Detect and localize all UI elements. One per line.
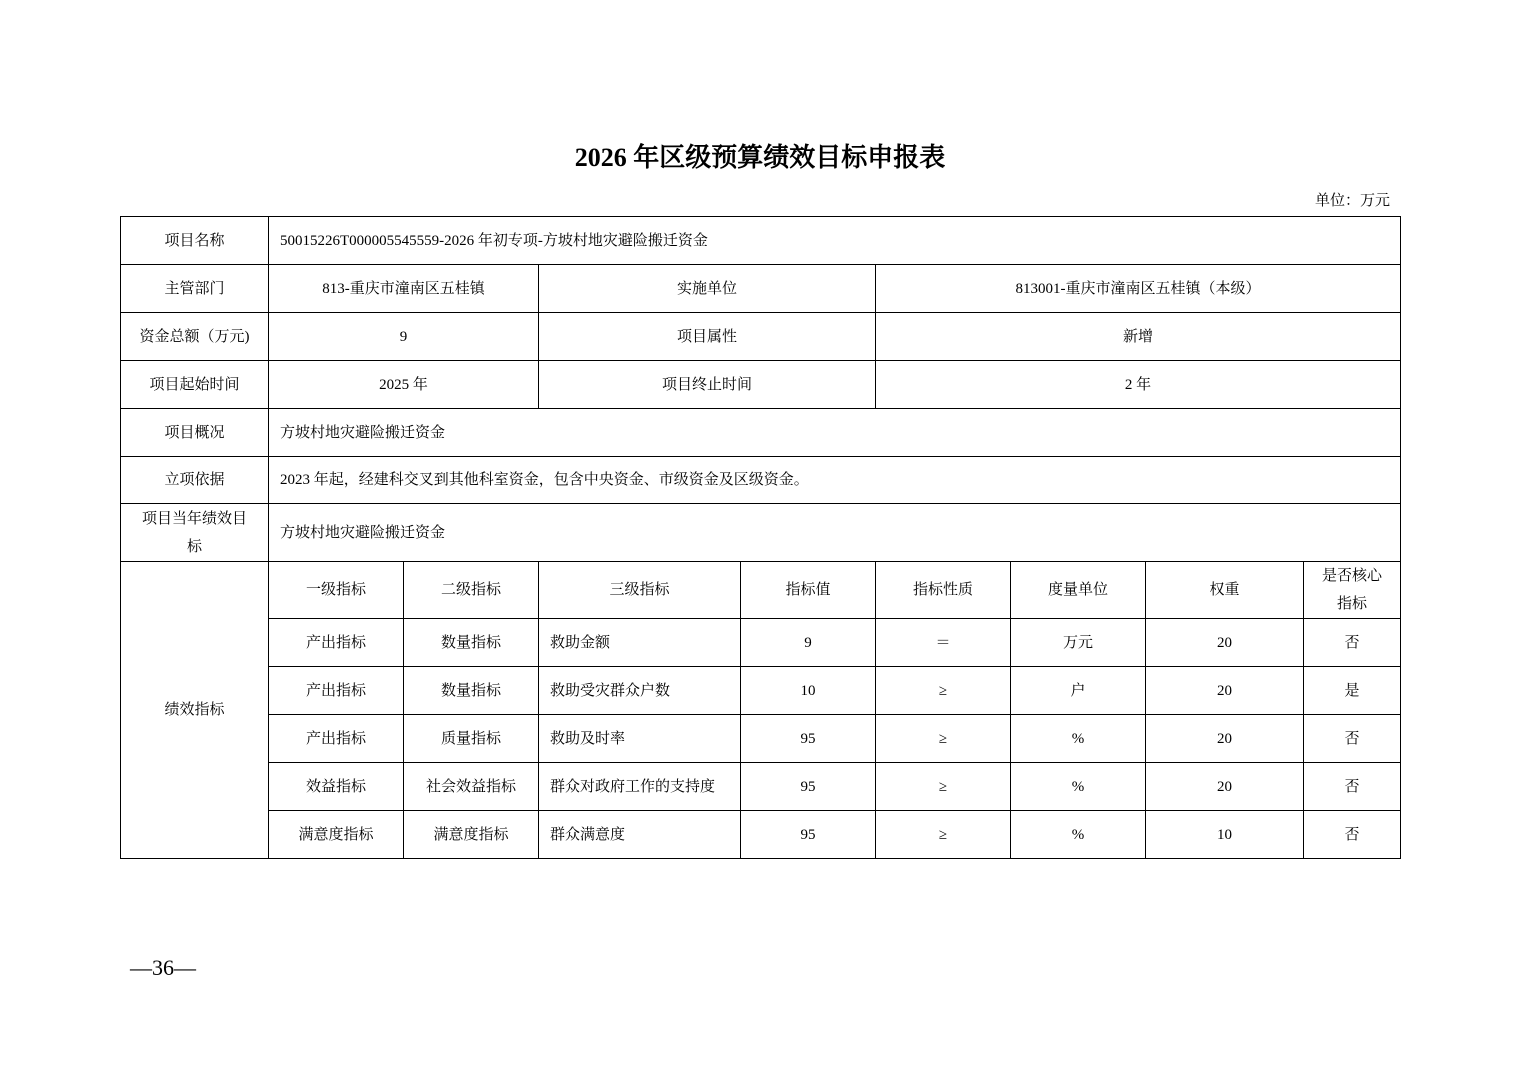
- indicator-header-core-cell: [1304, 562, 1401, 619]
- indicator-weight: 20: [1146, 763, 1304, 811]
- indicator-level3: 救助及时率: [539, 715, 741, 763]
- indicator-value: 9: [741, 619, 876, 667]
- indicator-header-nature: 指标性质: [876, 562, 1011, 619]
- project-attribute-value: 新增: [876, 313, 1401, 361]
- indicator-row: [121, 619, 1401, 667]
- department-label: 主管部门: [121, 265, 269, 313]
- indicator-nature: ≥: [876, 811, 1011, 859]
- indicator-unit: %: [1011, 811, 1146, 859]
- project-overview-value: 方坡村地灾避险搬迁资金: [269, 409, 1401, 457]
- project-name-label: 项目名称: [121, 217, 269, 265]
- table-row: [121, 457, 1401, 504]
- project-basis-label: 立项依据: [121, 457, 269, 504]
- indicator-unit: 万元: [1011, 619, 1146, 667]
- project-attribute-label: 项目属性: [539, 313, 876, 361]
- indicator-level1: 产出指标: [269, 619, 404, 667]
- performance-target-table: [120, 216, 1401, 859]
- indicator-core: 否: [1304, 811, 1401, 859]
- end-time-label: 项目终止时间: [539, 361, 876, 409]
- indicator-level2: 社会效益指标: [404, 763, 539, 811]
- indicator-value: 95: [741, 763, 876, 811]
- indicator-header-row: [121, 562, 1401, 619]
- project-name-value: 50015226T000005545559-2026 年初专项-方坡村地灾避险搬迁资金: [269, 217, 1401, 265]
- indicator-level3: 救助金额: [539, 619, 741, 667]
- page-number: —36—: [130, 955, 196, 980]
- indicator-weight: 20: [1146, 667, 1304, 715]
- indicator-nature: ≥: [876, 763, 1011, 811]
- project-overview-label: 项目概况: [121, 409, 269, 457]
- document-title: 2026 年区级预算绩效目标申报表: [574, 143, 946, 172]
- indicator-level3: 群众对政府工作的支持度: [539, 763, 741, 811]
- indicator-level3: 救助受灾群众户数: [539, 667, 741, 715]
- indicator-header-unit: 度量单位: [1011, 562, 1146, 619]
- total-funds-label: 资金总额（万元): [121, 313, 269, 361]
- implementing-unit-value: 813001-重庆市潼南区五桂镇（本级）: [876, 265, 1401, 313]
- table-row: [121, 265, 1401, 313]
- indicator-unit: %: [1011, 715, 1146, 763]
- annual-goal-label-cell: [121, 504, 269, 562]
- indicator-header-level2: 二级指标: [404, 562, 539, 619]
- indicator-nature: ＝: [876, 619, 1011, 667]
- annual-goal-label: 项目当年绩效目标: [141, 510, 247, 555]
- table-row: [121, 217, 1401, 265]
- indicator-row: [121, 715, 1401, 763]
- indicator-nature: ≥: [876, 715, 1011, 763]
- indicator-row: [121, 667, 1401, 715]
- table-row: [121, 409, 1401, 457]
- indicator-header-weight: 权重: [1146, 562, 1304, 619]
- indicator-core: 否: [1304, 763, 1401, 811]
- indicator-row: [121, 763, 1401, 811]
- indicator-unit: 户: [1011, 667, 1146, 715]
- table-row: [121, 361, 1401, 409]
- indicator-header-level3: 三级指标: [539, 562, 741, 619]
- indicator-level1: 效益指标: [269, 763, 404, 811]
- indicator-weight: 10: [1146, 811, 1304, 859]
- indicator-unit: %: [1011, 763, 1146, 811]
- indicator-level2: 数量指标: [404, 619, 539, 667]
- table-row: [121, 504, 1401, 562]
- indicator-nature: ≥: [876, 667, 1011, 715]
- indicator-level1: 满意度指标: [269, 811, 404, 859]
- indicator-weight: 20: [1146, 715, 1304, 763]
- indicator-level3: 群众满意度: [539, 811, 741, 859]
- table-row: [121, 313, 1401, 361]
- indicator-core: 否: [1304, 715, 1401, 763]
- indicator-header-value: 指标值: [741, 562, 876, 619]
- indicator-weight: 20: [1146, 619, 1304, 667]
- indicator-header-level1: 一级指标: [269, 562, 404, 619]
- department-value: 813-重庆市潼南区五桂镇: [269, 265, 539, 313]
- indicator-level1: 产出指标: [269, 667, 404, 715]
- start-time-value: 2025 年: [269, 361, 539, 409]
- start-time-label: 项目起始时间: [121, 361, 269, 409]
- indicator-level1: 产出指标: [269, 715, 404, 763]
- project-basis-value: 2023 年起，经建科交叉到其他科室资金，包含中央资金、市级资金及区级资金。: [269, 457, 1401, 504]
- indicator-row: [121, 811, 1401, 859]
- end-time-value: 2 年: [876, 361, 1401, 409]
- annual-goal-value: 方坡村地灾避险搬迁资金: [269, 504, 1401, 562]
- indicator-level2: 满意度指标: [404, 811, 539, 859]
- indicators-section-label: 绩效指标: [121, 562, 269, 859]
- indicator-core: 是: [1304, 667, 1401, 715]
- unit-note: 单位：万元: [1314, 193, 1390, 209]
- total-funds-value: 9: [269, 313, 539, 361]
- indicator-level2: 数量指标: [404, 667, 539, 715]
- indicator-value: 95: [741, 811, 876, 859]
- indicator-header-core: 是否核心指标: [1322, 568, 1383, 612]
- indicator-core: 否: [1304, 619, 1401, 667]
- indicator-level2: 质量指标: [404, 715, 539, 763]
- indicator-value: 95: [741, 715, 876, 763]
- indicator-value: 10: [741, 667, 876, 715]
- implementing-unit-label: 实施单位: [539, 265, 876, 313]
